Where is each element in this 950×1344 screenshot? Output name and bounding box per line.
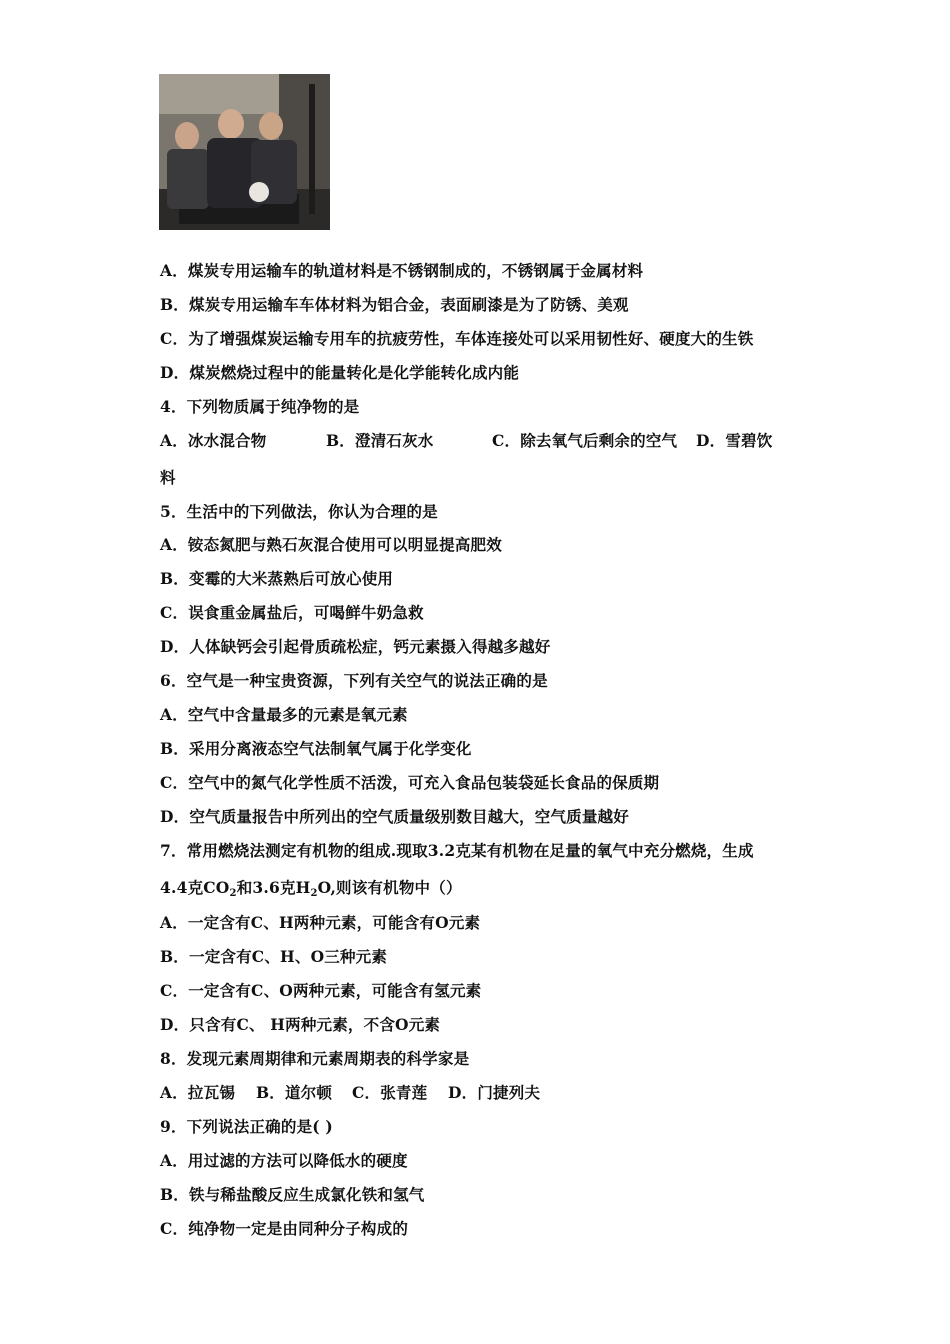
q6-stem: 6．空气是一种宝贵资源，下列有关空气的说法正确的是 [160, 671, 548, 690]
q7-option-b: B．一定含有C、H、O三种元素 [160, 947, 388, 966]
q7-stem-line1: 7．常用燃烧法测定有机物的组成.现取3.2克某有机物在足量的氧气中充分燃烧，生成 [160, 841, 754, 860]
q7-subscript-h2o: 2 [310, 888, 318, 899]
q8-stem: 8．发现元素周期律和元素周期表的科学家是 [160, 1049, 470, 1068]
q6-option-b: B．采用分离液态空气法制氧气属于化学变化 [160, 739, 472, 758]
q7-stem-part1: 4.4克CO [160, 878, 230, 897]
q6-option-d: D．空气质量报告中所列出的空气质量级别数目越大，空气质量越好 [160, 807, 629, 826]
q7-option-a: A．一定含有C、H两种元素，可能含有O元素 [160, 913, 481, 932]
q9-option-a: A．用过滤的方法可以降低水的硬度 [160, 1151, 408, 1170]
q7-stem-line2 [160, 878, 462, 898]
q5-option-b: B．变霉的大米蒸熟后可放心使用 [160, 569, 394, 588]
q7-subscript-co2: 2 [229, 888, 237, 899]
q9-option-c: C．纯净物一定是由同种分子构成的 [160, 1219, 409, 1238]
q3-option-b: B．煤炭专用运输车车体材料为铝合金，表面刷漆是为了防锈、美观 [160, 295, 629, 314]
q7-stem-part3: O,则该有机物中（） [317, 878, 462, 897]
q8-option-a: A．拉瓦锡 [160, 1083, 236, 1102]
q7-option-c: C．一定含有C、O两种元素，可能含有氢元素 [160, 981, 482, 1000]
q4-option-d-continued: 料 [160, 468, 176, 487]
q6-option-a: A．空气中含量最多的元素是氧元素 [160, 705, 408, 724]
q6-option-c: C．空气中的氮气化学性质不活泼，可充入食品包装袋延长食品的保质期 [160, 773, 660, 792]
q5-option-d: D．人体缺钙会引起骨质疏松症，钙元素摄入得越多越好 [160, 637, 551, 656]
photo-illustration [159, 74, 330, 230]
q4-stem: 4．下列物质属于纯净物的是 [160, 397, 360, 416]
q9-stem: 9．下列说法正确的是( ) [160, 1117, 333, 1136]
q5-option-c: C．误食重金属盐后，可喝鲜牛奶急救 [160, 603, 424, 622]
q7-option-d: D．只含有C、 H两种元素，不含O元素 [160, 1015, 441, 1034]
q3-option-a: A．煤炭专用运输车的轨道材料是不锈钢制成的，不锈钢属于金属材料 [160, 261, 644, 280]
q7-stem-part2: 和3.6克H [236, 878, 311, 897]
q4-option-d: D．雪碧饮 [696, 431, 773, 450]
q8-option-c: C．张青莲 [352, 1083, 428, 1102]
q4-option-c: C．除去氧气后剩余的空气 [492, 431, 678, 450]
q4-option-b: B．澄清石灰水 [326, 431, 434, 450]
news-photo [159, 74, 330, 230]
q8-option-d: D．门捷列夫 [448, 1083, 541, 1102]
q3-option-d: D．煤炭燃烧过程中的能量转化是化学能转化成内能 [160, 363, 520, 382]
q9-option-b: B．铁与稀盐酸反应生成氯化铁和氢气 [160, 1185, 425, 1204]
q8-options [160, 1083, 540, 1103]
q5-stem: 5．生活中的下列做法，你认为合理的是 [160, 502, 438, 521]
q8-option-b: B．道尔顿 [256, 1083, 333, 1102]
q4-options [160, 431, 772, 451]
q5-option-a: A．铵态氮肥与熟石灰混合使用可以明显提高肥效 [160, 535, 502, 554]
q3-option-c: C．为了增强煤炭运输专用车的抗疲劳性，车体连接处可以采用韧性好、硬度大的生铁 [160, 329, 754, 348]
q4-option-a: A．冰水混合物 [160, 431, 267, 450]
